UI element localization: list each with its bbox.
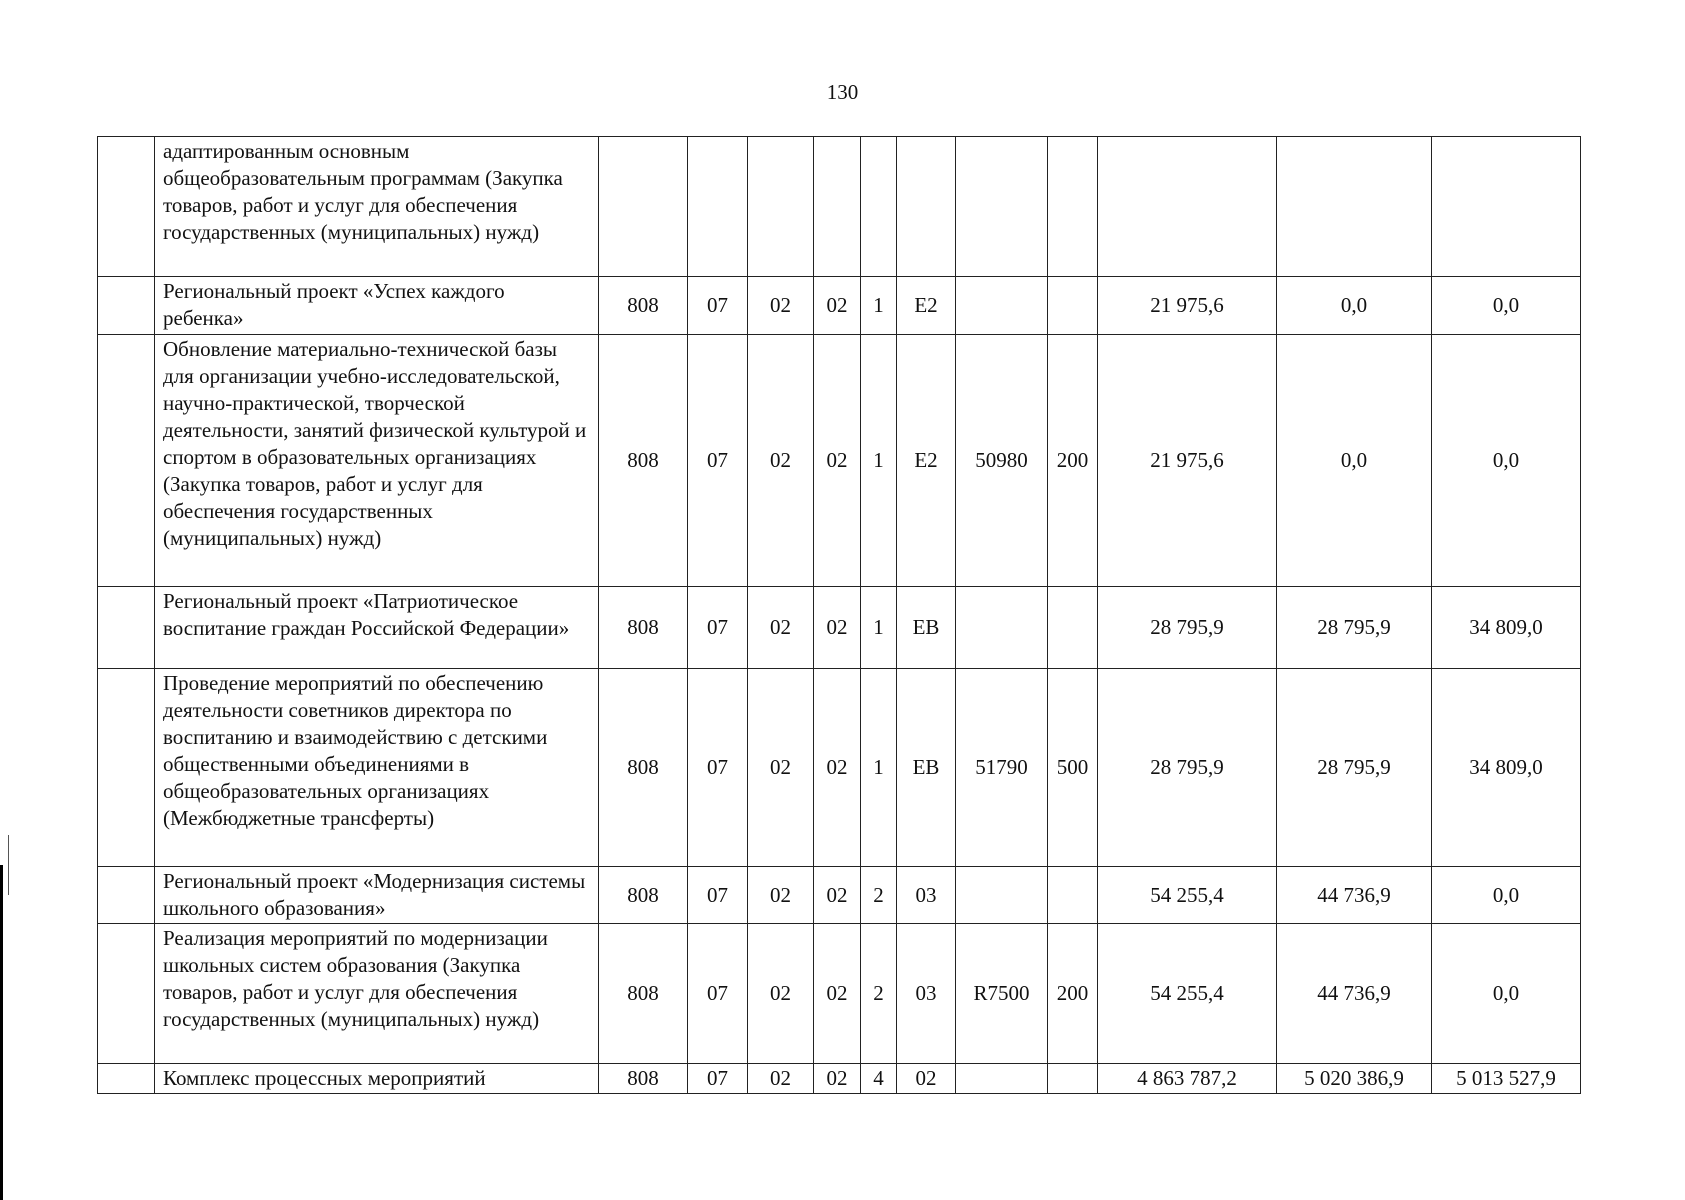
subprogram-code-cell: 1	[861, 669, 897, 867]
section-code-cell	[688, 137, 748, 277]
row-number-cell	[98, 867, 155, 924]
project-code-cell: E2	[897, 277, 956, 335]
amount-year3-cell	[1432, 137, 1581, 277]
amount-year2-cell: 44 736,9	[1277, 867, 1432, 924]
subsection-code-cell: 02	[748, 1064, 814, 1094]
amount-year1-cell: 4 863 787,2	[1098, 1064, 1277, 1094]
item-name-cell: Обновление материально-технической базы для организации учебно-исследовательской, научно-практической, творческой деятельности, занятий физической культурой и спортом в образовательных организациях (Закупка товаров, работ и услуг для обеспечения государственных (муниципальных) нужд)	[155, 335, 599, 587]
program-code-cell: 02	[814, 924, 861, 1064]
program-code-cell: 02	[814, 277, 861, 335]
amount-year1-cell: 21 975,6	[1098, 277, 1277, 335]
ministry-code-cell	[599, 137, 688, 277]
project-code-cell: 03	[897, 867, 956, 924]
amount-year1-cell: 28 795,9	[1098, 587, 1277, 669]
amount-year3-cell: 0,0	[1432, 924, 1581, 1064]
table-row	[98, 867, 1581, 924]
section-code-cell: 07	[688, 587, 748, 669]
amount-year3-cell: 34 809,0	[1432, 587, 1581, 669]
direction-code-cell: 50980	[956, 335, 1048, 587]
subsection-code-cell: 02	[748, 867, 814, 924]
amount-year2-cell	[1277, 137, 1432, 277]
ministry-code-cell: 808	[599, 335, 688, 587]
table-row	[98, 587, 1581, 669]
program-code-cell: 02	[814, 669, 861, 867]
project-code-cell	[897, 137, 956, 277]
amount-year3-cell: 34 809,0	[1432, 669, 1581, 867]
direction-code-cell: R7500	[956, 924, 1048, 1064]
direction-code-cell: 51790	[956, 669, 1048, 867]
subsection-code-cell: 02	[748, 335, 814, 587]
amount-year3-cell: 0,0	[1432, 335, 1581, 587]
expense-type-cell	[1048, 587, 1098, 669]
amount-year1-cell: 21 975,6	[1098, 335, 1277, 587]
amount-year3-cell: 0,0	[1432, 867, 1581, 924]
project-code-cell: EB	[897, 587, 956, 669]
expense-type-cell	[1048, 1064, 1098, 1094]
amount-year2-cell: 5 020 386,9	[1277, 1064, 1432, 1094]
subprogram-code-cell: 1	[861, 587, 897, 669]
project-code-cell: 02	[897, 1064, 956, 1094]
project-code-cell: E2	[897, 335, 956, 587]
expense-type-cell: 500	[1048, 669, 1098, 867]
table-row	[98, 924, 1581, 1064]
expense-type-cell: 200	[1048, 335, 1098, 587]
amount-year3-cell: 0,0	[1432, 277, 1581, 335]
section-code-cell: 07	[688, 1064, 748, 1094]
item-name-cell: Региональный проект «Патриотическое воспитание граждан Российской Федерации»	[155, 587, 599, 669]
table-row	[98, 137, 1581, 277]
amount-year1-cell: 28 795,9	[1098, 669, 1277, 867]
project-code-cell: EB	[897, 669, 956, 867]
direction-code-cell	[956, 587, 1048, 669]
amount-year2-cell: 44 736,9	[1277, 924, 1432, 1064]
row-number-cell	[98, 924, 155, 1064]
direction-code-cell	[956, 867, 1048, 924]
item-name-cell: Региональный проект «Успех каждого ребенка»	[155, 277, 599, 335]
subprogram-code-cell: 2	[861, 924, 897, 1064]
program-code-cell: 02	[814, 1064, 861, 1094]
program-code-cell: 02	[814, 867, 861, 924]
section-code-cell: 07	[688, 277, 748, 335]
program-code-cell	[814, 137, 861, 277]
section-code-cell: 07	[688, 924, 748, 1064]
table-row	[98, 1064, 1581, 1094]
expense-type-cell: 200	[1048, 924, 1098, 1064]
amount-year3-cell: 5 013 527,9	[1432, 1064, 1581, 1094]
project-code-cell: 03	[897, 924, 956, 1064]
scan-edge-tick	[8, 835, 9, 895]
table-row	[98, 335, 1581, 587]
program-code-cell: 02	[814, 335, 861, 587]
scan-edge-mark	[0, 865, 3, 1200]
amount-year2-cell: 0,0	[1277, 277, 1432, 335]
ministry-code-cell: 808	[599, 669, 688, 867]
direction-code-cell	[956, 1064, 1048, 1094]
ministry-code-cell: 808	[599, 587, 688, 669]
section-code-cell: 07	[688, 335, 748, 587]
amount-year1-cell	[1098, 137, 1277, 277]
item-name-cell: адаптированным основным общеобразовательным программам (Закупка товаров, работ и услуг для обеспечения государственных (муниципальных) нужд)	[155, 137, 599, 277]
subsection-code-cell: 02	[748, 587, 814, 669]
table-body	[98, 137, 1581, 1094]
amount-year1-cell: 54 255,4	[1098, 867, 1277, 924]
ministry-code-cell: 808	[599, 867, 688, 924]
amount-year1-cell: 54 255,4	[1098, 924, 1277, 1064]
item-name-cell: Реализация мероприятий по модернизации школьных систем образования (Закупка товаров, работ и услуг для обеспечения государственных (муниципальных) нужд)	[155, 924, 599, 1064]
direction-code-cell	[956, 277, 1048, 335]
program-code-cell: 02	[814, 587, 861, 669]
row-number-cell	[98, 137, 155, 277]
subprogram-code-cell: 1	[861, 277, 897, 335]
subprogram-code-cell	[861, 137, 897, 277]
expense-type-cell	[1048, 867, 1098, 924]
amount-year2-cell: 28 795,9	[1277, 587, 1432, 669]
budget-table	[97, 136, 1581, 1094]
subsection-code-cell: 02	[748, 277, 814, 335]
item-name-cell: Проведение мероприятий по обеспечению деятельности советников директора по воспитанию и взаимодействию с детскими общественными объединениями в общеобразовательных организациях (Межбюджетные трансферты)	[155, 669, 599, 867]
subsection-code-cell: 02	[748, 924, 814, 1064]
direction-code-cell	[956, 137, 1048, 277]
row-number-cell	[98, 277, 155, 335]
ministry-code-cell: 808	[599, 1064, 688, 1094]
row-number-cell	[98, 1064, 155, 1094]
subprogram-code-cell: 4	[861, 1064, 897, 1094]
amount-year2-cell: 0,0	[1277, 335, 1432, 587]
amount-year2-cell: 28 795,9	[1277, 669, 1432, 867]
table-row	[98, 669, 1581, 867]
row-number-cell	[98, 587, 155, 669]
subprogram-code-cell: 2	[861, 867, 897, 924]
item-name-cell: Региональный проект «Модернизация системы школьного образования»	[155, 867, 599, 924]
subsection-code-cell	[748, 137, 814, 277]
section-code-cell: 07	[688, 867, 748, 924]
ministry-code-cell: 808	[599, 277, 688, 335]
expense-type-cell	[1048, 277, 1098, 335]
table-row	[98, 277, 1581, 335]
page-number: 130	[826, 80, 859, 104]
expense-type-cell	[1048, 137, 1098, 277]
ministry-code-cell: 808	[599, 924, 688, 1064]
section-code-cell: 07	[688, 669, 748, 867]
row-number-cell	[98, 335, 155, 587]
row-number-cell	[98, 669, 155, 867]
subsection-code-cell: 02	[748, 669, 814, 867]
subprogram-code-cell: 1	[861, 335, 897, 587]
item-name-cell: Комплекс процессных мероприятий	[155, 1064, 599, 1094]
